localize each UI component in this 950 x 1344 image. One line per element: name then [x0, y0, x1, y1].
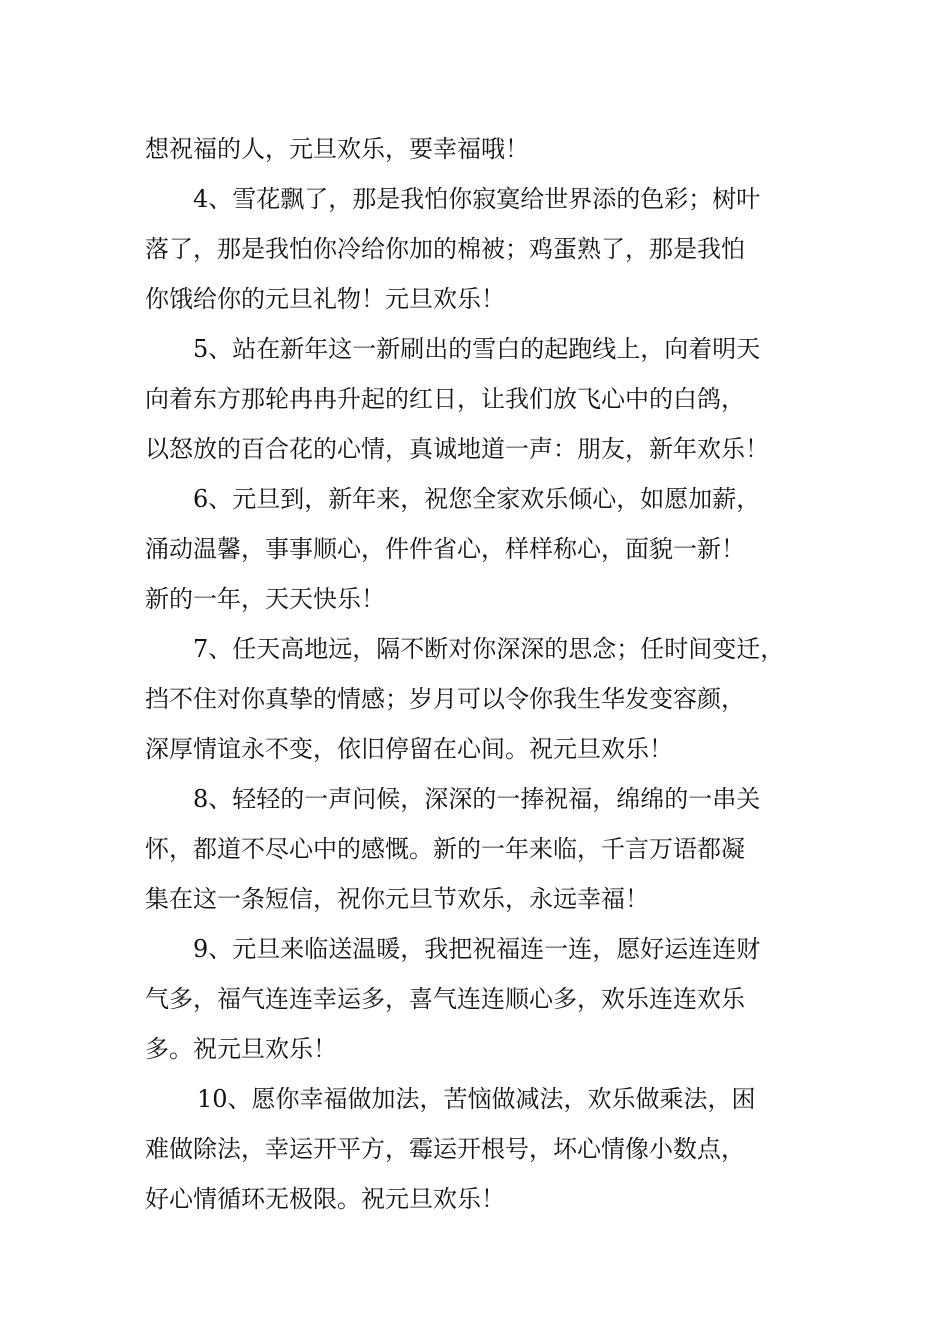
- document-body: [145, 124, 835, 1224]
- text-line: 气多，福气连连幸运多，喜气连连顺心多，欢乐连连欢乐: [145, 985, 745, 1013]
- paragraph-start-6: 6、元旦到，新年来，祝您全家欢乐倾心，如愿加薪，: [193, 485, 761, 513]
- text-line: 想祝福的人，元旦欢乐，要幸福哦！: [145, 135, 529, 163]
- text-line: 向着东方那轮冉冉升起的红日，让我们放飞心中的白鸽，: [145, 385, 745, 413]
- paragraph-start-9: 9、元旦来临送温暖，我把祝福连一连，愿好运连连财: [193, 935, 761, 963]
- text-line: 怀，都道不尽心中的感慨。新的一年来临，千言万语都凝: [145, 835, 745, 863]
- text-line: 你饿给你的元旦礼物！元旦欢乐！: [145, 285, 505, 313]
- text-line: 集在这一条短信，祝你元旦节欢乐，永远幸福！: [145, 885, 649, 913]
- paragraph-start-10: 10、愿你幸福做加法，苦恼做减法，欢乐做乘法，困: [197, 1085, 756, 1113]
- text-line: 涌动温馨，事事顺心，件件省心，样样称心，面貌一新！: [145, 535, 745, 563]
- text-line: 落了，那是我怕你冷给你加的棉被；鸡蛋熟了，那是我怕: [145, 235, 745, 263]
- text-line: 难做除法，幸运开平方，霉运开根号，坏心情像小数点，: [145, 1135, 745, 1163]
- paragraph-start-8: 8、轻轻的一声问候，深深的一捧祝福，绵绵的一串关: [193, 785, 761, 813]
- paragraph-start-4: 4、雪花飘了，那是我怕你寂寞给世界添的色彩；树叶: [193, 185, 761, 213]
- text-line: 好心情循环无极限。祝元旦欢乐！: [145, 1185, 505, 1213]
- text-line: 以怒放的百合花的心情，真诚地道一声：朋友，新年欢乐！: [145, 435, 769, 463]
- text-line: 挡不住对你真挚的情感；岁月可以令你我生华发变容颜，: [145, 685, 745, 713]
- paragraph-start-7: 7、任天高地远，隔不断对你深深的思念；任时间变迁，: [193, 635, 785, 663]
- paragraph-start-5: 5、站在新年这一新刷出的雪白的起跑线上，向着明天: [193, 335, 761, 363]
- text-line: 新的一年，天天快乐！: [145, 585, 385, 613]
- text-line: 多。祝元旦欢乐！: [145, 1035, 337, 1063]
- text-line: 深厚情谊永不变，依旧停留在心间。祝元旦欢乐！: [145, 735, 673, 763]
